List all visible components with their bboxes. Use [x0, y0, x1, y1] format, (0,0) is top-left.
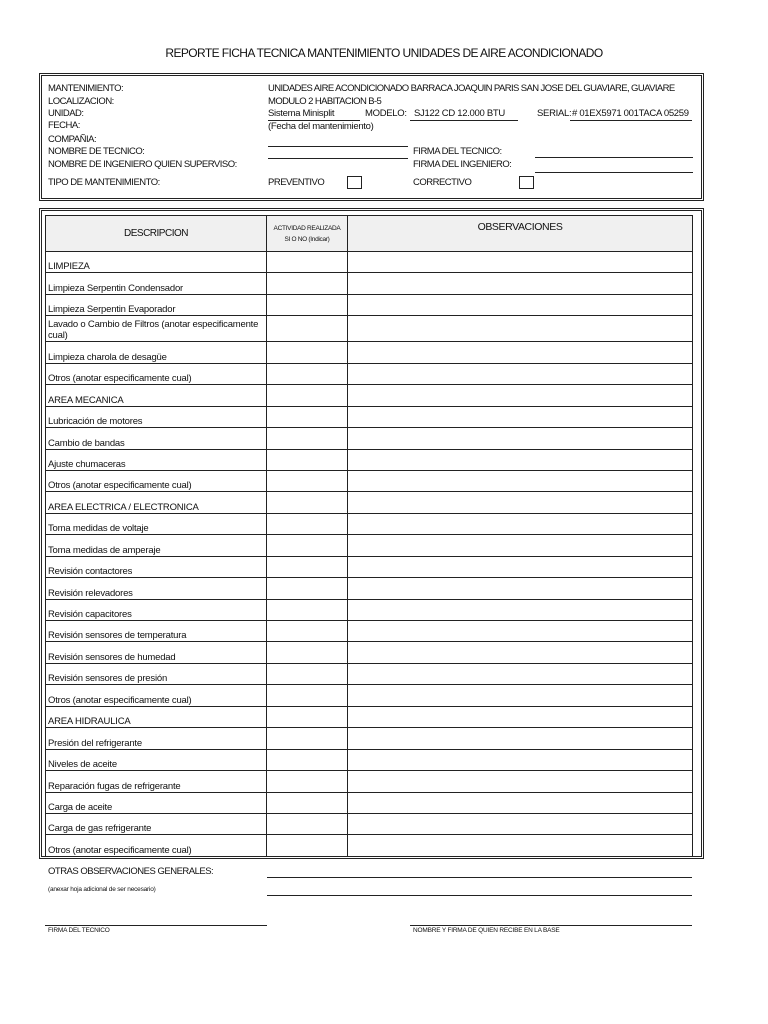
table-row — [46, 599, 693, 620]
actividad-cell[interactable] — [267, 642, 348, 663]
observaciones-cell[interactable] — [348, 273, 693, 294]
column-header-observaciones: OBSERVACIONES — [348, 216, 693, 252]
observaciones-cell[interactable] — [348, 406, 693, 427]
observaciones-cell[interactable] — [348, 252, 693, 273]
actividad-cell[interactable] — [267, 342, 348, 363]
table-row — [46, 406, 693, 427]
ingeniero-label: NOMBRE DE INGENIERO QUIEN SUPERVISO: — [48, 159, 237, 170]
section-row — [46, 252, 693, 273]
actividad-cell[interactable] — [267, 835, 348, 856]
row-description: Revisión sensores de temperatura — [46, 621, 267, 642]
row-description: Revisión sensores de presión — [46, 663, 267, 684]
modelo-underline — [410, 120, 518, 121]
row-description: Revisión sensores de humedad — [46, 642, 267, 663]
observaciones-cell[interactable] — [348, 685, 693, 706]
observaciones-cell[interactable] — [348, 621, 693, 642]
row-description: Reparación fugas de refrigerante — [46, 771, 267, 792]
row-description: Carga de gas refrigerante — [46, 813, 267, 834]
tecnico-label: NOMBRE DE TECNICO: — [48, 146, 145, 157]
table-row — [46, 813, 693, 834]
page-title: REPORTE FICHA TECNICA MANTENIMIENTO UNIDADES DE AIRE ACONDICIONADO — [165, 46, 603, 60]
actividad-cell[interactable] — [267, 385, 348, 406]
actividad-cell[interactable] — [267, 406, 348, 427]
otras-observaciones-label: OTRAS OBSERVACIONES GENERALES: — [48, 866, 214, 877]
serial-value: # 01EX5971 001TACA 05259 — [572, 108, 689, 119]
observaciones-cell[interactable] — [348, 749, 693, 770]
observaciones-cell[interactable] — [348, 342, 693, 363]
table-row — [46, 578, 693, 599]
section-row — [46, 385, 693, 406]
observaciones-cell[interactable] — [348, 578, 693, 599]
observaciones-cell[interactable] — [348, 599, 693, 620]
correctivo-label: CORRECTIVO — [413, 177, 472, 188]
actividad-cell[interactable] — [267, 449, 348, 470]
serial-label: SERIAL: — [537, 108, 572, 119]
table-row — [46, 470, 693, 491]
table-row — [46, 363, 693, 384]
table-row — [46, 728, 693, 749]
actividad-cell[interactable] — [267, 428, 348, 449]
fecha-label: FECHA: — [48, 120, 80, 131]
row-description: Toma medidas de amperaje — [46, 535, 267, 556]
observaciones-cell[interactable] — [348, 363, 693, 384]
actividad-cell[interactable] — [267, 294, 348, 315]
actividad-cell[interactable] — [267, 252, 348, 273]
actividad-cell[interactable] — [267, 685, 348, 706]
section-heading: LIMPIEZA — [46, 252, 267, 273]
row-description: Otros (anotar especificamente cual) — [46, 685, 267, 706]
column-header-actividad-line2: SI O NO (Indicar) — [284, 235, 330, 243]
nombre-firma-base-line — [410, 925, 692, 926]
row-description: Otros (anotar especificamente cual) — [46, 835, 267, 856]
actividad-cell[interactable] — [267, 513, 348, 534]
row-description: Revisión contactores — [46, 556, 267, 577]
observaciones-cell[interactable] — [348, 792, 693, 813]
observaciones-cell[interactable] — [348, 835, 693, 856]
actividad-cell[interactable] — [267, 771, 348, 792]
anexar-note: (anexar hoja adicional de ser necesario) — [48, 886, 156, 893]
actividad-cell[interactable] — [267, 363, 348, 384]
column-header-descripcion: DESCRIPCION — [46, 216, 267, 252]
section-row — [46, 492, 693, 513]
ingeniero-underline — [268, 158, 408, 159]
tecnico-underline — [268, 146, 408, 147]
observaciones-cell[interactable] — [348, 294, 693, 315]
tipo-mantenimiento-label: TIPO DE MANTENIMIENTO: — [48, 177, 160, 188]
actividad-cell[interactable] — [267, 749, 348, 770]
observaciones-cell[interactable] — [348, 470, 693, 491]
table-row — [46, 316, 693, 342]
unidad-value: Sistema Minisplit — [268, 108, 335, 119]
row-description: Niveles de aceite — [46, 749, 267, 770]
observaciones-cell[interactable] — [348, 535, 693, 556]
observaciones-cell[interactable] — [348, 316, 693, 342]
table-row — [46, 535, 693, 556]
row-description: Lubricación de motores — [46, 406, 267, 427]
actividad-cell[interactable] — [267, 621, 348, 642]
table-row — [46, 621, 693, 642]
row-description: Limpieza charola de desagüe — [46, 342, 267, 363]
maintenance-checklist-table — [45, 215, 693, 857]
localizacion-label: LOCALIZACION: — [48, 96, 114, 107]
observaciones-cell[interactable] — [348, 513, 693, 534]
table-header-row — [46, 216, 693, 252]
unidad-label: UNIDAD: — [48, 108, 84, 119]
section-row — [46, 706, 693, 727]
actividad-cell[interactable] — [267, 273, 348, 294]
localizacion-value: MODULO 2 HABITACION B-5 — [268, 96, 382, 107]
firma-ingeniero-underline — [535, 172, 693, 173]
observaciones-cell[interactable] — [348, 771, 693, 792]
actividad-cell[interactable] — [267, 813, 348, 834]
fecha-value: (Fecha del mantenimiento) — [268, 121, 374, 132]
section-heading: AREA ELECTRICA / ELECTRONICA — [46, 492, 267, 513]
table-row — [46, 749, 693, 770]
actividad-cell[interactable] — [267, 599, 348, 620]
row-description: Otros (anotar especificamente cual) — [46, 363, 267, 384]
table-row — [46, 663, 693, 684]
row-description: Carga de aceite — [46, 792, 267, 813]
section-heading: AREA MECANICA — [46, 385, 267, 406]
preventivo-label: PREVENTIVO — [268, 177, 325, 188]
table-row — [46, 294, 693, 315]
observaciones-cell[interactable] — [348, 813, 693, 834]
modelo-label: MODELO: — [365, 108, 407, 119]
actividad-cell[interactable] — [267, 706, 348, 727]
observaciones-line-1 — [267, 877, 692, 878]
table-row — [46, 428, 693, 449]
firma-ingeniero-label: FIRMA DEL INGENIERO: — [413, 159, 512, 170]
table-row — [46, 449, 693, 470]
preventivo-checkbox[interactable] — [347, 176, 362, 189]
actividad-cell[interactable] — [267, 492, 348, 513]
observaciones-cell[interactable] — [348, 449, 693, 470]
nombre-firma-base-caption: NOMBRE Y FIRMA DE QUIEN RECIBE EN LA BASE — [413, 927, 560, 934]
observaciones-cell[interactable] — [348, 728, 693, 749]
observaciones-cell[interactable] — [348, 385, 693, 406]
table-row — [46, 835, 693, 856]
actividad-cell[interactable] — [267, 556, 348, 577]
actividad-cell[interactable] — [267, 728, 348, 749]
mantenimiento-label: MANTENIMIENTO: — [48, 83, 124, 94]
row-description: Limpieza Serpentin Condensador — [46, 273, 267, 294]
firma-tecnico-label: FIRMA DEL TECNICO: — [413, 146, 502, 157]
observaciones-cell[interactable] — [348, 428, 693, 449]
observaciones-cell[interactable] — [348, 706, 693, 727]
row-description: Otros (anotar especificamente cual) — [46, 470, 267, 491]
row-description: Cambio de bandas — [46, 428, 267, 449]
actividad-cell[interactable] — [267, 792, 348, 813]
actividad-cell[interactable] — [267, 470, 348, 491]
table-row — [46, 771, 693, 792]
actividad-cell[interactable] — [267, 535, 348, 556]
firma-tecnico-caption: FIRMA DEL TECNICO — [48, 927, 110, 934]
observaciones-line-2 — [267, 895, 692, 896]
table-row — [46, 642, 693, 663]
table-row — [46, 273, 693, 294]
serial-underline — [570, 120, 692, 121]
observaciones-cell[interactable] — [348, 642, 693, 663]
observaciones-cell[interactable] — [348, 556, 693, 577]
table-row — [46, 792, 693, 813]
firma-tecnico-line — [45, 925, 267, 926]
table-row — [46, 556, 693, 577]
observaciones-cell[interactable] — [348, 663, 693, 684]
actividad-cell[interactable] — [267, 663, 348, 684]
row-description: Revisión capacitores — [46, 599, 267, 620]
modelo-value: SJ122 CD 12.000 BTU — [414, 108, 505, 119]
table-row — [46, 342, 693, 363]
row-description: Presión del refrigerante — [46, 728, 267, 749]
row-description: Ajuste chumaceras — [46, 449, 267, 470]
column-header-actividad — [267, 216, 348, 252]
section-heading: AREA HIDRAULICA — [46, 706, 267, 727]
column-header-actividad-line1: ACTIVIDAD REALIZADA — [273, 224, 341, 232]
correctivo-checkbox[interactable] — [519, 176, 534, 189]
compania-label: COMPAÑIA: — [48, 134, 97, 145]
row-description: Toma medidas de voltaje — [46, 513, 267, 534]
table-row — [46, 513, 693, 534]
observaciones-cell[interactable] — [348, 492, 693, 513]
row-description: Lavado o Cambio de Filtros (anotar especificamente cual) — [46, 316, 267, 342]
actividad-cell[interactable] — [267, 578, 348, 599]
actividad-cell[interactable] — [267, 316, 348, 342]
row-description: Revisión relevadores — [46, 578, 267, 599]
firma-tecnico-underline — [535, 157, 693, 158]
row-description: Limpieza Serpentin Evaporador — [46, 294, 267, 315]
table-row — [46, 685, 693, 706]
mantenimiento-value: UNIDADES AIRE ACONDICIONADO BARRACA JOAQUIN PARIS SAN JOSE DEL GUAVIARE, GUAVIARE — [268, 83, 675, 94]
